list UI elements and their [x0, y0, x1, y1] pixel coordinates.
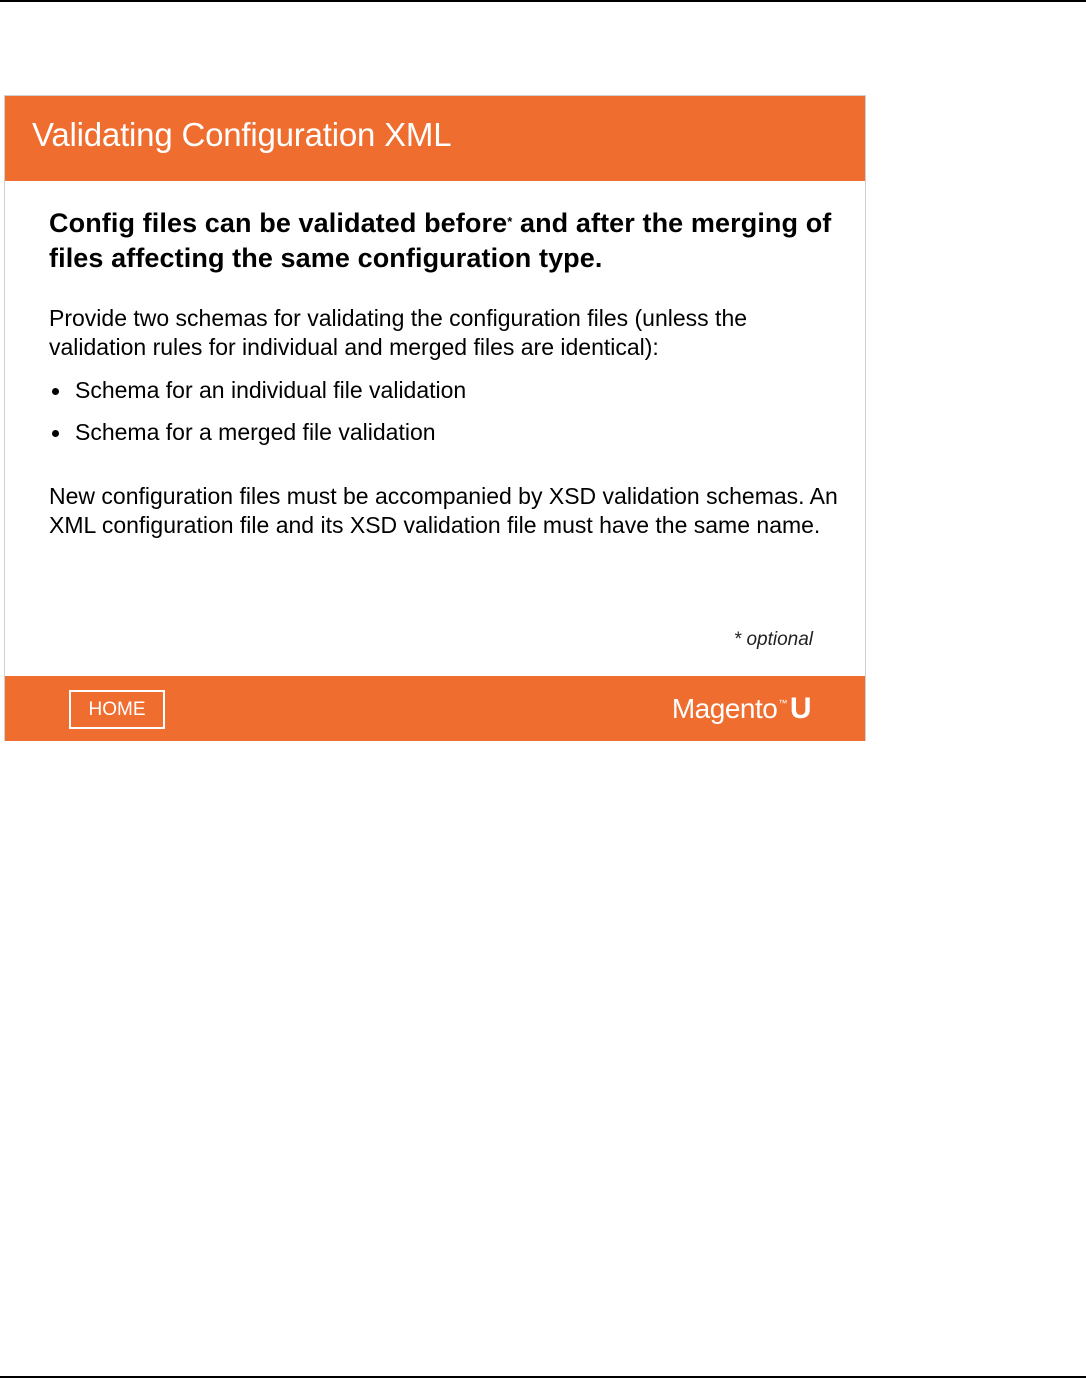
optional-asterisk: * [507, 214, 513, 229]
schema-list [49, 376, 849, 447]
page-top-rule [0, 0, 1086, 2]
schemas-paragraph: Provide two schemas for validating the configuration files (unless the validation rules for individual and merged files are identical): [49, 305, 748, 360]
lead-text-before: Config files can be validated before [49, 208, 508, 238]
brand-name: Magento [671, 693, 778, 724]
bullet-icon [52, 388, 59, 395]
brand-suffix: U [789, 692, 811, 725]
lead-statement [49, 206, 849, 276]
home-button[interactable]: HOME [69, 690, 165, 729]
list-item [49, 376, 849, 405]
list-item [49, 418, 849, 447]
slide [4, 95, 866, 741]
magento-u-logo [672, 692, 811, 726]
slide-body [49, 206, 849, 540]
optional-footnote: * optional [733, 629, 813, 650]
list-item-text: Schema for an individual file validation [75, 377, 467, 403]
slide-footer [5, 676, 865, 741]
list-item-text: Schema for a merged file validation [75, 419, 436, 445]
trademark-mark: ™ [778, 698, 787, 708]
slide-header [5, 96, 865, 181]
lead-text-after: and after the merging of files affecting the same configuration type. [49, 208, 832, 273]
xsd-paragraph: New configuration files must be accompanied by XSD validation schemas. An XML configuration file and its XSD validation file must have the same name. [49, 483, 838, 538]
bullet-icon [52, 430, 59, 437]
slide-title: Validating Configuration XML [32, 116, 452, 153]
